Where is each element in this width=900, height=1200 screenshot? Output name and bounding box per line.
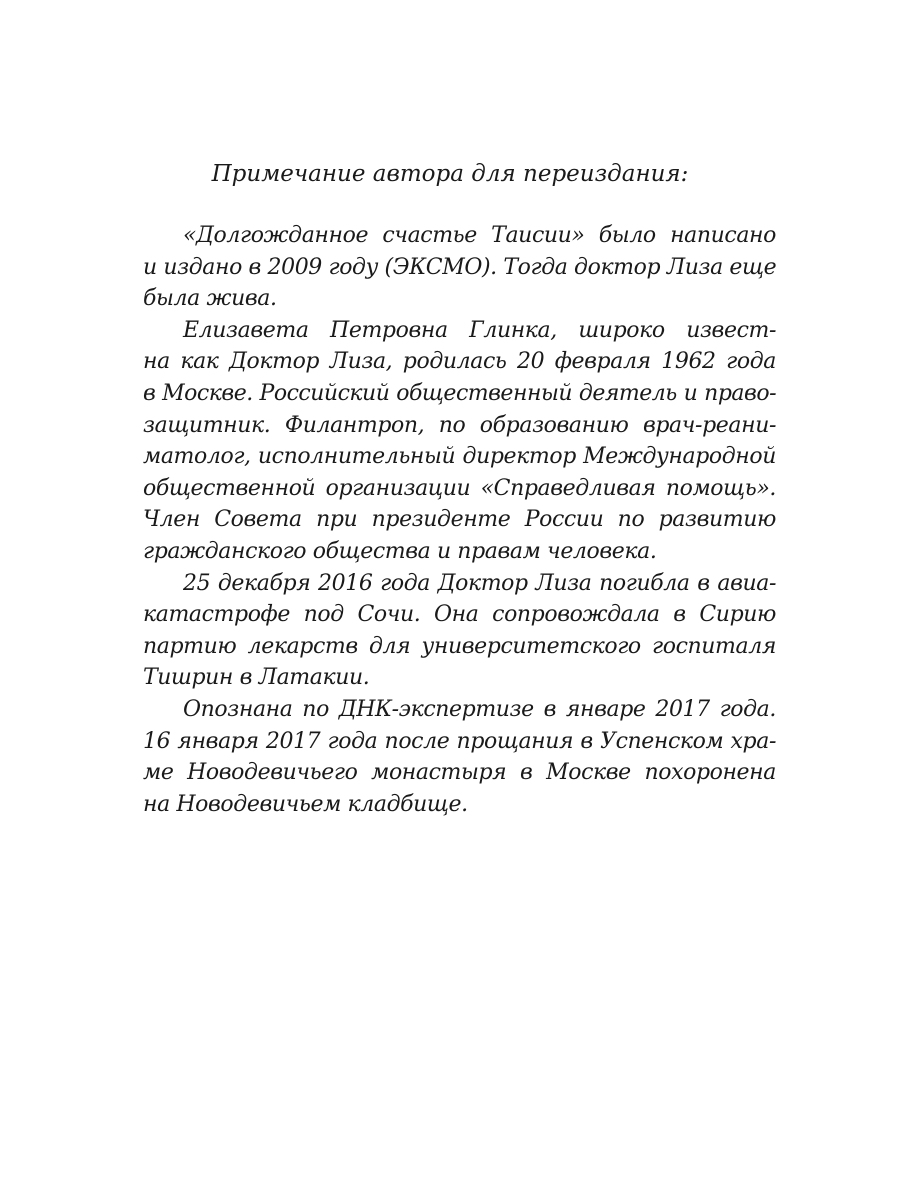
text-line: гражданского общества и правам человека. [143,538,657,564]
text-line: общественной организации «Справедливая помощь». [143,475,776,501]
text-line: 16 января 2017 года после прощания в Успенском хра- [143,728,776,754]
text-line: Тишрин в Латакии. [143,665,370,691]
text-line: «Долгожданное счастье Таисии» было написано [183,223,776,248]
text-line: матолог, исполнительный директор Международной [143,444,776,470]
body-text [143,220,776,820]
text-line: Елизавета Петровна Глинка, широко извест- [183,317,776,343]
text-line: ме Новодевичьего монастыря в Москве похоронена [143,760,776,786]
page-heading: Примечание автора для переиздания: [211,161,689,187]
text-line: на как Доктор Лиза, родилась 20 февраля 1962 года [143,349,776,375]
text-line: партию лекарств для университетского госпиталя [143,633,776,659]
text-line: Опознана по ДНК-экспертизе в январе 2017 года. [183,696,776,722]
text-line: катастрофе под Сочи. Она сопровождала в Сирию [143,602,776,628]
text-line: Член Совета при президенте России по развитию [143,507,776,533]
text-line: в Москве. Российский общественный деятель и право- [143,380,776,406]
text-line: и издано в 2009 году (ЭКСМО). Тогда доктор Лиза еще [143,254,777,280]
text-line: 25 декабря 2016 года Доктор Лиза погибла в авиа- [183,570,776,596]
text-line: была жива. [143,286,277,312]
text-line: защитник. Филантроп, по образованию врач-реани- [143,412,776,438]
text-line: на Новодевичьем кладбище. [143,791,468,817]
